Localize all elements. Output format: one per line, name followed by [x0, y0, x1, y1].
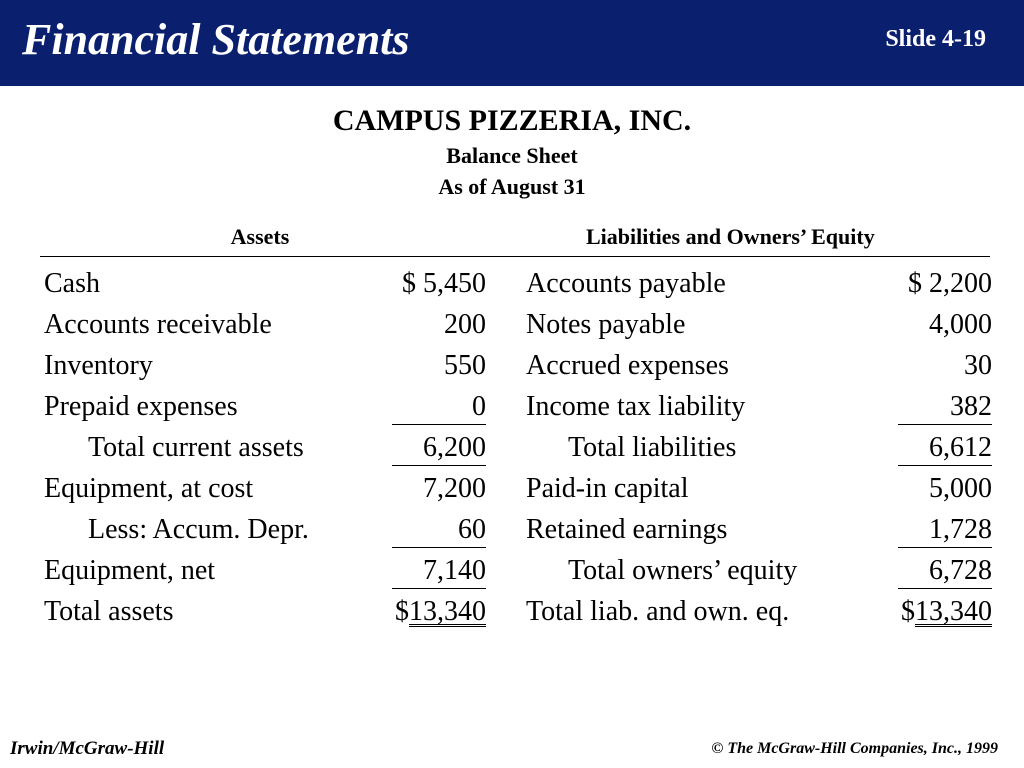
asset-amount — [330, 509, 486, 550]
liability-equity-label: Income tax liability — [526, 391, 746, 422]
asset-amount-value: $ 5,450 — [402, 268, 486, 299]
table-row — [0, 550, 1024, 591]
table-row — [0, 345, 1024, 386]
asset-label: Cash — [44, 268, 100, 299]
statement-date: As of August 31 — [438, 174, 586, 199]
asset-amount — [330, 427, 486, 468]
liability-equity-amount — [830, 591, 992, 632]
liability-equity-amount — [830, 386, 992, 427]
liability-equity-amount-value: 6,612 — [898, 431, 992, 466]
table-row — [0, 427, 1024, 468]
asset-amount-value: 13,340 — [409, 596, 486, 627]
asset-amount-value: 6,200 — [392, 431, 486, 466]
asset-label: Prepaid expenses — [44, 391, 238, 422]
liability-equity-amount — [830, 509, 992, 550]
liability-equity-amount — [830, 345, 992, 386]
liability-equity-label: Accounts payable — [526, 268, 726, 299]
liability-equity-amount — [830, 550, 992, 591]
asset-amount-value: 60 — [392, 513, 486, 548]
asset-amount — [330, 468, 486, 509]
asset-amount — [330, 345, 486, 386]
asset-amount-value: 7,140 — [392, 554, 486, 589]
heading-rule — [40, 256, 990, 257]
asset-label: Inventory — [44, 350, 153, 381]
asset-label: Total assets — [44, 596, 174, 627]
publisher-footer: Irwin/McGraw-Hill — [10, 738, 165, 759]
asset-amount-value: 0 — [392, 390, 486, 425]
asset-amount — [330, 263, 486, 304]
liability-equity-label: Notes payable — [526, 309, 686, 340]
liability-equity-amount-value: 13,340 — [915, 596, 992, 627]
asset-amount-value: 200 — [444, 309, 486, 340]
liability-equity-label: Retained earnings — [526, 514, 728, 545]
liability-equity-amount — [830, 304, 992, 345]
liability-equity-label: Paid-in capital — [526, 473, 689, 504]
liability-equity-amount-value: 6,728 — [898, 554, 992, 589]
table-row — [0, 591, 1024, 632]
liability-equity-amount — [830, 263, 992, 304]
asset-amount — [330, 591, 486, 632]
table-row — [0, 263, 1024, 304]
liability-equity-amount-value: 4,000 — [929, 309, 992, 340]
title-bar — [0, 0, 1024, 86]
table-row — [0, 386, 1024, 427]
slide-number: Slide 4-19 — [885, 26, 986, 52]
liability-equity-amount-prefix: $ — [901, 596, 915, 627]
company-name: CAMPUS PIZZERIA, INC. — [332, 104, 692, 137]
liability-equity-amount-value: 5,000 — [929, 473, 992, 504]
table-row — [0, 468, 1024, 509]
liability-equity-amount-value: $ 2,200 — [908, 268, 992, 299]
asset-label: Total current assets — [88, 432, 304, 463]
asset-amount — [330, 304, 486, 345]
liability-equity-amount-value: 30 — [964, 350, 992, 381]
liabilities-equity-heading: Liabilities and Owners’ Equity — [586, 224, 875, 249]
table-row — [0, 304, 1024, 345]
liability-equity-label: Total liabilities — [568, 432, 737, 463]
table-row — [0, 509, 1024, 550]
copyright-footer: © The McGraw-Hill Companies, Inc., 1999 — [711, 740, 998, 757]
asset-label: Equipment, net — [44, 555, 216, 586]
asset-label: Less: Accum. Depr. — [88, 514, 309, 545]
liability-equity-label: Total liab. and own. eq. — [526, 596, 790, 627]
liability-equity-amount — [830, 468, 992, 509]
assets-heading: Assets — [230, 224, 290, 249]
asset-amount-prefix: $ — [395, 596, 409, 627]
asset-amount — [330, 386, 486, 427]
slide-title: Financial Statements — [22, 15, 410, 64]
liability-equity-label: Total owners’ equity — [568, 555, 798, 586]
statement-name: Balance Sheet — [446, 143, 578, 168]
asset-amount — [330, 550, 486, 591]
liability-equity-amount — [830, 427, 992, 468]
asset-amount-value: 550 — [444, 350, 486, 381]
asset-label: Accounts receivable — [44, 309, 272, 340]
asset-amount-value: 7,200 — [423, 473, 486, 504]
liability-equity-label: Accrued expenses — [526, 350, 729, 381]
asset-label: Equipment, at cost — [44, 473, 254, 504]
liability-equity-amount-value: 382 — [898, 390, 992, 425]
liability-equity-amount-value: 1,728 — [898, 513, 992, 548]
